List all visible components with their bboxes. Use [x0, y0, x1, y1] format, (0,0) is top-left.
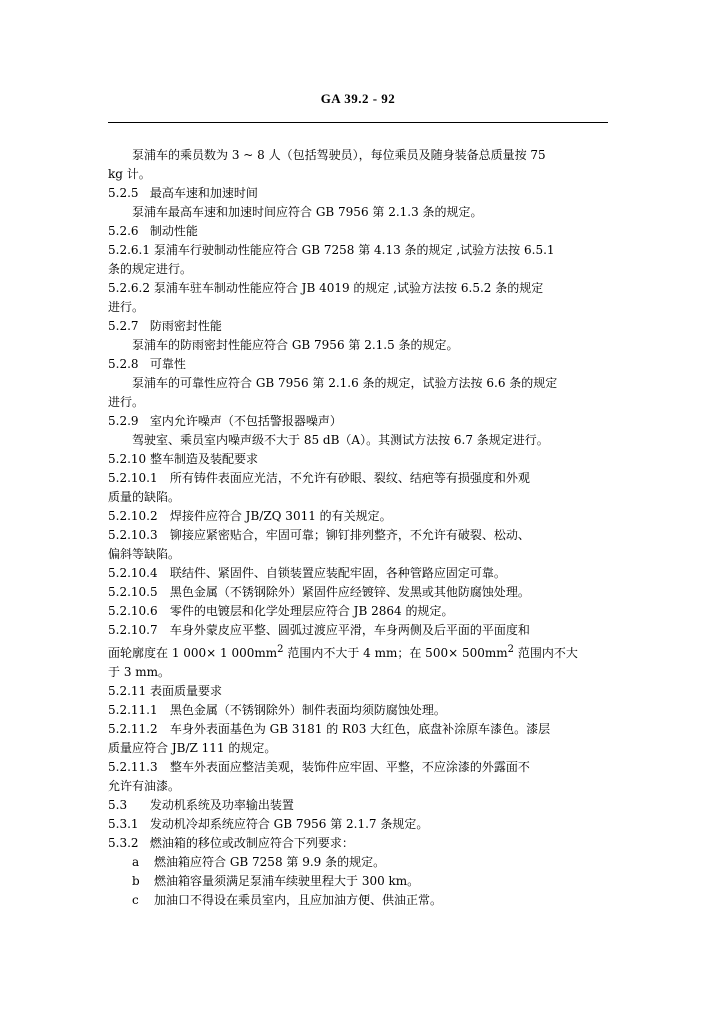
section-number: 5.2.9	[108, 414, 139, 428]
list-item-text: 燃油箱应符合 GB 7258 第 9.9 条的规定。	[154, 855, 386, 869]
superscript-2: 2	[277, 644, 284, 655]
section-number: 5.2.8	[108, 357, 139, 371]
section-title: 最高车速和加速时间	[149, 186, 258, 200]
clause-text: 燃油箱的移位或改制应符合下列要求：	[149, 836, 354, 850]
clause-5-2-11-3-cont: 允许有油漆。	[108, 779, 181, 793]
clause-number: 5.2.10.1	[108, 471, 158, 485]
section-title: 发动机系统及功率输出装置	[149, 798, 294, 812]
clause-number: 5.3.2	[108, 836, 139, 850]
clause-5-2-10-1	[108, 469, 616, 488]
clause-text: 铆接应紧密贴合，牢固可靠；铆钉排列整齐，不允许有破裂、松动、	[169, 528, 530, 542]
paragraph-crew-cont: kg 计。	[108, 167, 151, 181]
page-header-title: GA 39.2 - 92	[320, 91, 396, 106]
clause-number: 5.3.1	[108, 817, 139, 831]
clause-5-2-6-1	[108, 241, 616, 260]
document-body	[108, 146, 616, 910]
section-number: 5.2.5	[108, 186, 139, 200]
clause-text: 零件的电镀层和化学处理层应符合 JB 2864 的规定。	[169, 604, 454, 618]
clause-number: 5.2.11.2	[108, 722, 158, 736]
section-5-2-7-heading	[108, 317, 616, 336]
clause-number: 5.2.10.2	[108, 509, 158, 523]
clause-5-3-2	[108, 834, 616, 853]
section-5-2-5-heading	[108, 184, 616, 203]
clause-text: 联结件、紧固件、自锁装置应装配牢固，各种管路应固定可靠。	[169, 566, 506, 580]
clause-number: 5.2.10.5	[108, 585, 158, 599]
clause-5-2-6-1-cont: 条的规定进行。	[108, 262, 193, 276]
clause-number: 5.2.11.3	[108, 760, 158, 774]
clause-5-2-10-5	[108, 583, 616, 602]
clause-number: 5.2.6.1	[108, 243, 150, 257]
clause-5-2-10-6	[108, 602, 616, 621]
section-number: 5.2.11	[108, 684, 147, 698]
flatness-limit-2: 范围内不大	[514, 646, 578, 660]
clause-5-2-10-7-line2	[108, 640, 616, 663]
header-rule	[108, 122, 608, 123]
section-title: 室内允许噪声（不包括警报器噪声）	[149, 414, 342, 428]
clause-text: 所有铸件表面应光洁，不允许有砂眼、裂纹、结疤等有损强度和外观	[169, 471, 530, 485]
list-item-text: 燃油箱容量须满足泵浦车续驶里程大于 300 km。	[154, 874, 420, 888]
clause-text: 泵浦车驻车制动性能应符合 JB 4019 的规定 ,试验方法按 6.5.2 条的规定	[153, 281, 544, 295]
clause-5-2-10-2	[108, 507, 616, 526]
section-number: 5.2.7	[108, 319, 139, 333]
section-5-2-8-heading	[108, 355, 616, 374]
paragraph-crew: 泵浦车的乘员数为 3 ~ 8 人（包括驾驶员），每位乘员及随身装备总质量按 75	[132, 148, 546, 162]
section-5-2-11-heading	[108, 682, 616, 701]
clause-5-2-10-7-line3: 于 3 mm。	[108, 665, 171, 679]
list-item-label: c	[132, 893, 139, 907]
section-number: 5.3	[108, 798, 128, 812]
clause-5-2-10-3-cont: 偏斜等缺陷。	[108, 547, 181, 561]
clause-text: 焊接件应符合 JB/ZQ 3011 的有关规定。	[169, 509, 392, 523]
section-5-2-8-body: 泵浦车的可靠性应符合 GB 7956 第 2.1.6 条的规定，试验方法按 6.6 条的规定	[132, 376, 558, 390]
clause-number: 5.2.11.1	[108, 703, 158, 717]
section-5-2-5-body: 泵浦车最高车速和加速时间应符合 GB 7956 第 2.1.3 条的规定。	[132, 205, 483, 219]
clause-5-2-10-3	[108, 526, 616, 545]
clause-text: 车身外蒙皮应平整、圆弧过渡应平滑，车身两侧及后平面的平面度和	[169, 623, 530, 637]
section-number: 5.2.10	[108, 452, 147, 466]
clause-5-2-11-3	[108, 758, 616, 777]
list-item-text: 加油口不得设在乘员室内，且应加油方便、供油正常。	[154, 893, 443, 907]
section-5-3-heading	[108, 796, 616, 815]
clause-5-2-6-2	[108, 279, 616, 298]
list-item	[108, 872, 616, 891]
clause-5-2-10-7	[108, 621, 616, 640]
clause-5-2-10-1-cont: 质量的缺陷。	[108, 490, 181, 504]
clause-text: 发动机冷却系统应符合 GB 7956 第 2.1.7 条规定。	[149, 817, 429, 831]
section-title: 整车制造及装配要求	[150, 452, 259, 466]
clause-5-2-6-2-cont: 进行。	[108, 300, 145, 314]
section-5-2-10-heading	[108, 450, 616, 469]
clause-text: 车身外表面基色为 GB 3181 的 R03 大红色，底盘补涂原车漆色。漆层	[169, 722, 551, 736]
clause-number: 5.2.10.3	[108, 528, 158, 542]
clause-5-2-10-4	[108, 564, 616, 583]
clause-text: 黑色金属（不锈钢除外）制件表面均须防腐蚀处理。	[169, 703, 446, 717]
clause-number: 5.2.10.6	[108, 604, 158, 618]
section-5-2-6-heading	[108, 222, 616, 241]
flatness-limit-1: 范围内不大于 4 mm；在 500× 500mm	[283, 646, 508, 660]
section-title: 可靠性	[149, 357, 186, 371]
section-number: 5.2.6	[108, 224, 139, 238]
section-5-2-7-body: 泵浦车的防雨密封性能应符合 GB 7956 第 2.1.5 条的规定。	[132, 338, 459, 352]
list-item	[108, 891, 616, 910]
clause-number: 5.2.10.7	[108, 623, 158, 637]
section-5-2-8-cont: 进行。	[108, 395, 145, 409]
section-title: 表面质量要求	[150, 684, 223, 698]
clause-number: 5.2.10.4	[108, 566, 158, 580]
section-title: 制动性能	[149, 224, 198, 238]
flatness-range-1: 面轮廓度在 1 000× 1 000mm	[108, 646, 278, 660]
clause-5-2-11-2	[108, 720, 616, 739]
list-item-label: a	[132, 855, 140, 869]
section-5-2-9-body: 驾驶室、乘员室内噪声级不大于 85 dB（A）。其测试方法按 6.7 条规定进行。	[132, 433, 549, 447]
clause-5-3-1	[108, 815, 616, 834]
section-title: 防雨密封性能	[149, 319, 222, 333]
list-item	[108, 853, 616, 872]
clause-text: 泵浦车行驶制动性能应符合 GB 7258 第 4.13 条的规定 ,试验方法按 6.5.1	[153, 243, 555, 257]
clause-text: 整车外表面应整洁美观，装饰件应牢固、平整，不应涂漆的外露面不	[169, 760, 530, 774]
clause-number: 5.2.6.2	[108, 281, 150, 295]
list-item-label: b	[132, 874, 140, 888]
superscript-2: 2	[507, 644, 514, 655]
section-5-2-9-heading	[108, 412, 616, 431]
clause-text: 黑色金属（不锈钢除外）紧固件应经镀锌、发黑或其他防腐蚀处理。	[169, 585, 530, 599]
clause-5-2-11-1	[108, 701, 616, 720]
clause-5-2-11-2-cont: 质量应符合 JB/Z 111 的规定。	[108, 741, 277, 755]
